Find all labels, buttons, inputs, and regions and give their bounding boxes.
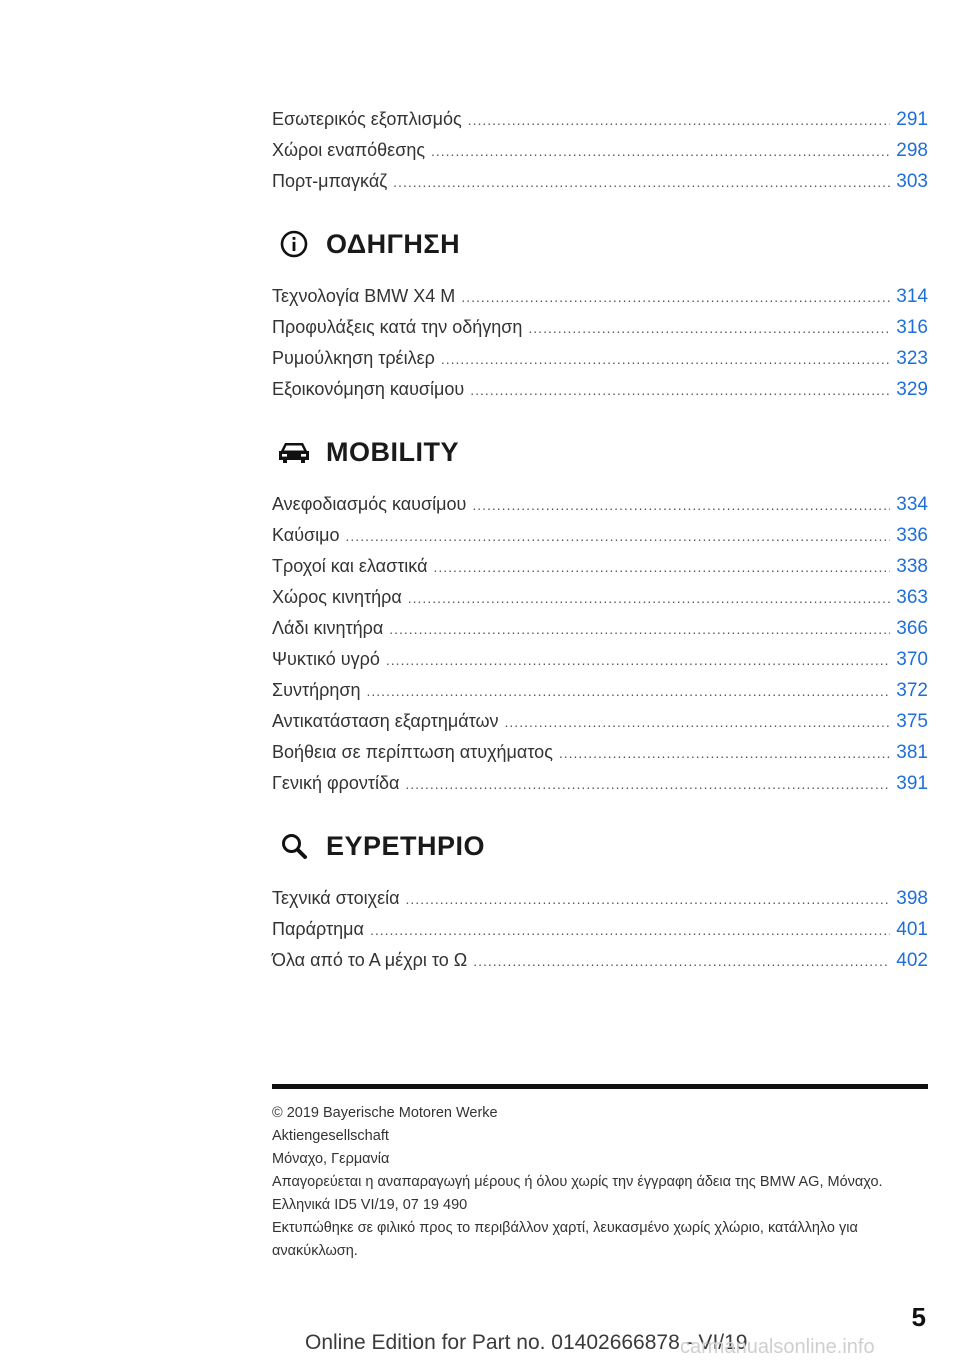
toc-entry-title: Εσωτερικός εξοπλισμός (272, 109, 462, 129)
toc-entry-title: Τεχνολογία BMW X4 M (272, 286, 456, 306)
toc-entry[interactable] (272, 914, 928, 945)
dot-leader (441, 344, 890, 375)
copyright-line: © 2019 Bayerische Motoren Werke (272, 1105, 498, 1121)
section-heading-label: ΟΔΗΓΗΣΗ (326, 228, 461, 259)
toc-entry[interactable] (272, 768, 928, 799)
dot-leader (434, 552, 891, 583)
dot-leader (472, 490, 890, 521)
toc-entry-page-link[interactable]: 370 (896, 649, 928, 670)
dot-leader (393, 167, 890, 198)
toc-entry-title: Γενική φροντίδα (272, 773, 400, 793)
dot-leader (559, 738, 890, 769)
dot-leader (405, 769, 890, 800)
table-of-contents (272, 104, 928, 976)
toc-entry-title: Εξοικονόμηση καυσίμου (272, 379, 465, 399)
toc-entry[interactable] (272, 374, 928, 405)
toc-entry-page-link[interactable]: 366 (896, 618, 928, 639)
toc-entry[interactable] (272, 706, 928, 737)
toc-entry-title: Τεχνικά στοιχεία (272, 888, 400, 908)
watermark: carmanualsonline.info (680, 1336, 875, 1358)
section-heading (272, 427, 928, 477)
toc-entry-title: Πορτ-μπαγκάζ (272, 171, 388, 191)
toc-entry[interactable] (272, 135, 928, 166)
dot-leader (468, 105, 891, 136)
info-circle-icon (274, 224, 314, 264)
toc-entry-title: Βοήθεια σε περίπτωση ατυχήματος (272, 742, 553, 762)
toc-sections (272, 219, 928, 976)
dot-leader (366, 676, 890, 707)
section-heading (272, 821, 928, 871)
toc-entry-title: Ανεφοδιασμός καυσίμου (272, 494, 467, 514)
dot-leader (386, 645, 890, 676)
toc-entry[interactable] (272, 737, 928, 768)
section-heading-label: MOBILITY (326, 436, 459, 467)
toc-entry-page-link[interactable]: 363 (896, 587, 928, 608)
toc-section (272, 821, 928, 976)
copyright-line: Μόναχο, Γερμανία (272, 1151, 390, 1167)
car-icon (274, 432, 314, 472)
intro-entries (272, 104, 928, 197)
dot-leader (389, 614, 890, 645)
toc-entry-title: Καύσιμο (272, 525, 340, 545)
toc-entry[interactable] (272, 104, 928, 135)
dot-leader (528, 313, 890, 344)
dot-leader (461, 282, 890, 313)
dot-leader (346, 521, 891, 552)
toc-entry[interactable] (272, 613, 928, 644)
dot-leader (470, 375, 890, 406)
page-number: 5 (911, 1302, 926, 1332)
dot-leader (408, 583, 891, 614)
toc-entry-page-link[interactable]: 314 (896, 286, 928, 307)
toc-entry-page-link[interactable]: 336 (896, 525, 928, 546)
toc-entry-title: Λάδι κινητήρα (272, 618, 384, 638)
copyright-block (272, 1102, 922, 1263)
online-edition-label: Online Edition for Part no. 01402666878 - VI/19 (305, 1331, 748, 1354)
toc-entry-page-link[interactable]: 291 (896, 109, 928, 130)
toc-entry-title: Προφυλάξεις κατά την οδήγηση (272, 317, 523, 337)
toc-entry-page-link[interactable]: 372 (896, 680, 928, 701)
dot-leader (473, 946, 890, 977)
toc-entry-title: Αντικατάσταση εξαρτημάτων (272, 711, 499, 731)
toc-entry-title: Συντήρηση (272, 680, 361, 700)
toc-entry[interactable] (272, 166, 928, 197)
copyright-line: Απαγορεύεται η αναπαραγωγή μέρους ή όλου χωρίς την έγγραφη άδεια της BMW AG, Μόναχο. (272, 1174, 883, 1190)
toc-entry[interactable] (272, 489, 928, 520)
toc-section (272, 427, 928, 799)
toc-entry[interactable] (272, 520, 928, 551)
dot-leader (370, 915, 890, 946)
copyright-line: Εκτυπώθηκε σε φιλικό προς το περιβάλλον χαρτί, λευκασμένο χωρίς χλώριο, κατάλληλο για ανακύκλωση. (272, 1220, 858, 1259)
search-icon (274, 826, 314, 866)
toc-entry-title: Ρυμούλκηση τρέιλερ (272, 348, 435, 368)
toc-entry-page-link[interactable]: 316 (896, 317, 928, 338)
toc-entry[interactable] (272, 551, 928, 582)
toc-entry-title: Παράρτημα (272, 919, 364, 939)
toc-entry-title: Χώρος κινητήρα (272, 587, 402, 607)
toc-entry-page-link[interactable]: 375 (896, 711, 928, 732)
toc-entry[interactable] (272, 281, 928, 312)
toc-entry-page-link[interactable]: 381 (896, 742, 928, 763)
copyright-line: Aktiengesellschaft (272, 1128, 389, 1144)
dot-leader (431, 136, 890, 167)
toc-entry[interactable] (272, 312, 928, 343)
toc-entry-page-link[interactable]: 398 (896, 888, 928, 909)
footer-divider (272, 1084, 928, 1089)
toc-entry-page-link[interactable]: 329 (896, 379, 928, 400)
toc-entry-page-link[interactable]: 303 (896, 171, 928, 192)
copyright-line: Ελληνικά ID5 VI/19, 07 19 490 (272, 1197, 468, 1213)
toc-entry[interactable] (272, 343, 928, 374)
toc-entry-title: Τροχοί και ελαστικά (272, 556, 428, 576)
dot-leader (505, 707, 891, 738)
toc-entry[interactable] (272, 675, 928, 706)
toc-entry-title: Ψυκτικό υγρό (272, 649, 380, 669)
toc-entry-page-link[interactable]: 338 (896, 556, 928, 577)
toc-entry-page-link[interactable]: 298 (896, 140, 928, 161)
toc-entry-title: Χώροι εναπόθεσης (272, 140, 425, 160)
toc-entry-title: Όλα από το Α μέχρι το Ω (272, 950, 468, 970)
toc-entry[interactable] (272, 945, 928, 976)
toc-entry-page-link[interactable]: 401 (896, 919, 928, 940)
toc-entry[interactable] (272, 644, 928, 675)
toc-section (272, 219, 928, 405)
dot-leader (406, 884, 891, 915)
toc-entry-page-link[interactable]: 323 (896, 348, 928, 369)
section-heading-label: ΕΥΡΕΤΗΡΙΟ (326, 830, 486, 861)
toc-entry-page-link[interactable]: 334 (896, 494, 928, 515)
section-heading (272, 219, 928, 269)
toc-entry[interactable] (272, 883, 928, 914)
toc-entry[interactable] (272, 582, 928, 613)
toc-entry-page-link[interactable]: 402 (896, 950, 928, 971)
toc-entry-page-link[interactable]: 391 (896, 773, 928, 794)
